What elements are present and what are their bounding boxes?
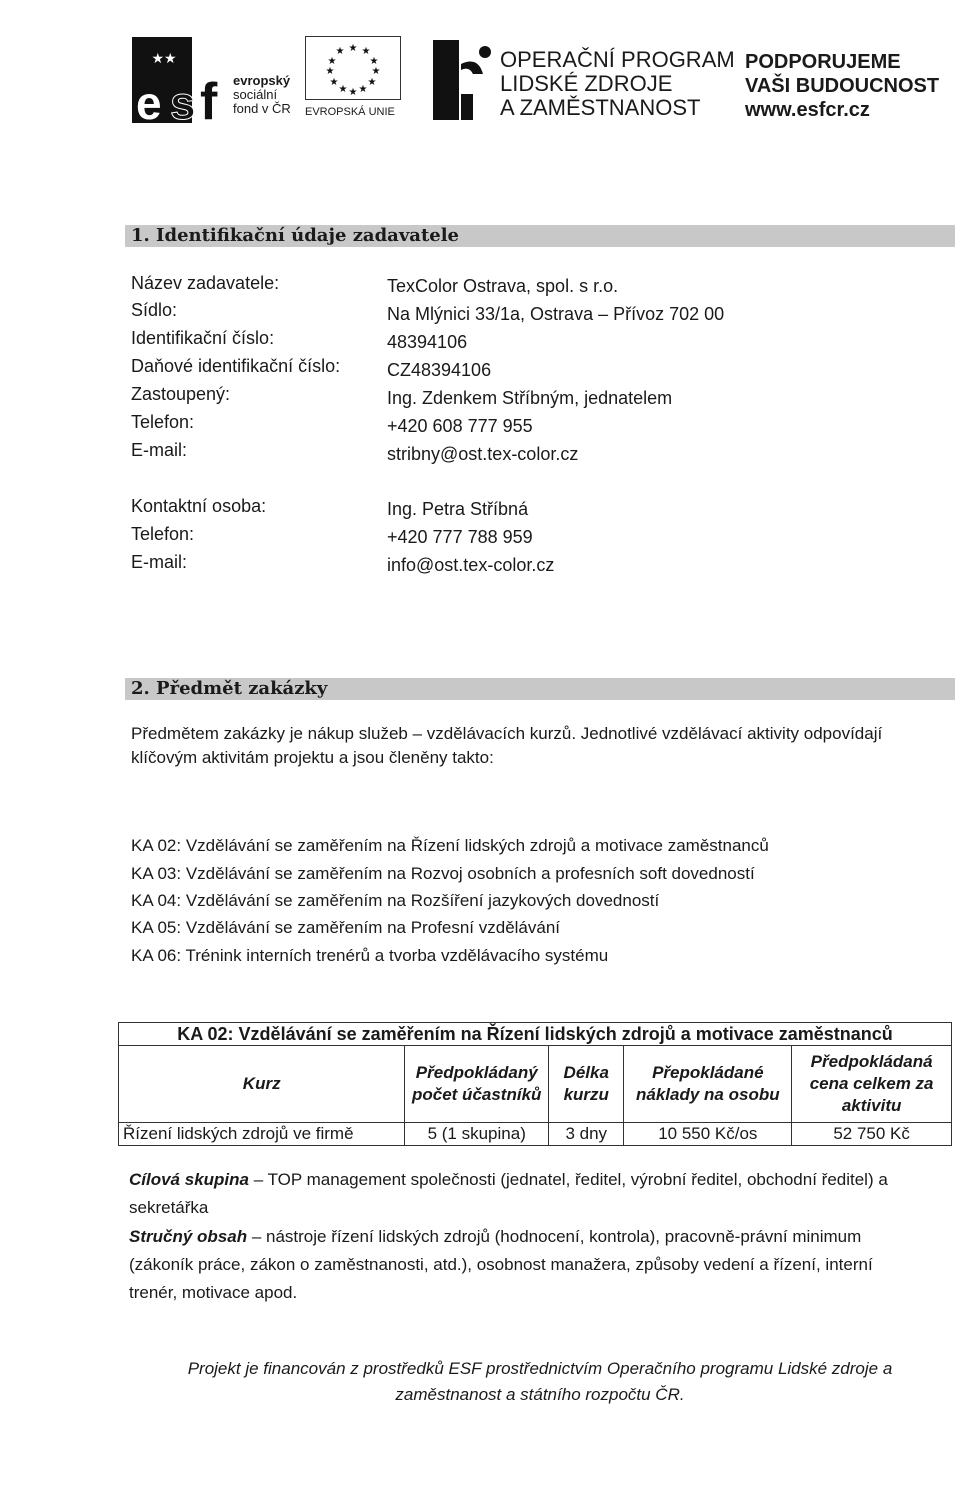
- svg-text:★★: ★★: [151, 50, 177, 66]
- label-represented: Zastoupený:: [131, 384, 231, 404]
- value-represented: Ing. Zdenkem Stříbným, jednatelem: [387, 388, 673, 408]
- svg-text:★: ★: [348, 87, 358, 98]
- svg-text:★: ★: [327, 56, 337, 67]
- eu-caption: EVROPSKÁ UNIE: [305, 106, 395, 118]
- table-title: KA 02: Vzdělávání se zaměřením na Řízení lidských zdrojů a motivace zaměstnanců: [119, 1023, 952, 1046]
- table-row: [119, 1123, 952, 1146]
- section2-intro-line-2: klíčovým aktivitám projektu a jsou členěny takto:: [131, 748, 494, 767]
- header-duration: Délka kurzu: [549, 1046, 624, 1123]
- value-id: 48394106: [387, 332, 468, 352]
- content-summary-label: Stručný obsah: [129, 1227, 248, 1246]
- label-tax-id: Daňové identifikační číslo:: [131, 356, 341, 376]
- ka02-table: [118, 1022, 952, 1146]
- header-total-price: Předpokládaná cena celkem za aktivitu: [792, 1046, 952, 1123]
- svg-text:★: ★: [325, 66, 335, 77]
- op-title: [500, 48, 735, 120]
- table-title-row: [119, 1023, 952, 1046]
- svg-text:★: ★: [335, 46, 345, 57]
- support-line-2: VAŠI BUDOUCNOST: [745, 75, 940, 97]
- activity-ka04: KA 04: Vzdělávání se zaměřením na Rozšíření jazykových dovedností: [131, 891, 660, 910]
- value-email[interactable]: stribny@ost.tex-color.cz: [387, 444, 579, 464]
- value-name: TexColor Ostrava, spol. s r.o.: [387, 276, 619, 296]
- esf-line-2: sociální: [233, 87, 278, 102]
- op-line-3: A ZAMĚSTNANOST: [500, 95, 701, 120]
- cell-course: Řízení lidských zdrojů ve firmě: [119, 1123, 405, 1146]
- content-summary: [129, 1223, 949, 1307]
- value-tax-id: CZ48394106: [387, 360, 492, 380]
- eu-flag-icon: [305, 36, 401, 100]
- section1-title: 1. Identifikační údaje zadavatele: [131, 225, 460, 246]
- support-slogan: [745, 50, 939, 122]
- svg-text:★: ★: [348, 43, 358, 54]
- cell-total-price: 52 750 Kč: [792, 1123, 952, 1146]
- svg-text:★: ★: [361, 46, 371, 57]
- content-summary-line-3: trenér, motivace apod.: [129, 1283, 298, 1302]
- content-summary-line-2: (zákoník práce, zákon o zaměstnanosti, atd.), osobnost manažera, způsoby vedení a řízení, interní: [129, 1255, 873, 1274]
- svg-text:★: ★: [329, 77, 339, 88]
- header-course: Kurz: [119, 1046, 405, 1123]
- support-line-1: PODPORUJEME: [745, 51, 901, 73]
- section2-title: 2. Předmět zakázky: [131, 678, 328, 699]
- cell-duration: 3 dny: [549, 1123, 624, 1146]
- activity-ka05: KA 05: Vzdělávání se zaměřením na Profesní vzdělávání: [131, 918, 561, 937]
- svg-text:★: ★: [369, 56, 379, 67]
- op-line-1: OPERAČNÍ PROGRAM: [500, 47, 735, 72]
- op-line-2: LIDSKÉ ZDROJE: [500, 71, 673, 96]
- label-id: Identifikační číslo:: [131, 328, 275, 348]
- activity-ka06: KA 06: Trénink interních trenérů a tvorba vzdělávacího systému: [131, 946, 609, 965]
- target-group-line-1: [129, 1166, 949, 1194]
- target-group-line-2: sekretářka: [129, 1198, 209, 1217]
- content-summary-line-1: [129, 1223, 949, 1251]
- footer-line-1: Projekt je financován z prostředků ESF prostřednictvím Operačního programu Lidské zdroje a: [187, 1359, 893, 1378]
- cell-participants: 5 (1 skupina): [405, 1123, 549, 1146]
- svg-text:★: ★: [367, 77, 377, 88]
- header-participants: Předpokládaný počet účastníků: [405, 1046, 549, 1123]
- footer-line-2: zaměstnanost a státního rozpočtu ČR.: [395, 1385, 685, 1404]
- cell-cost-per-person: 10 550 Kč/os: [624, 1123, 792, 1146]
- value-seat: Na Mlýnici 33/1a, Ostrava – Přívoz 702 00: [387, 304, 725, 324]
- label-name: Název zadavatele:: [131, 273, 280, 293]
- header-cost-per-person: Přepokládané náklady na osobu: [624, 1046, 792, 1123]
- content-summary-text: – nástroje řízení lidských zdrojů (hodnocení, kontrola), pracovně-právní minimum: [247, 1227, 862, 1246]
- target-group-label: Cílová skupina: [129, 1170, 249, 1189]
- value-contact: Ing. Petra Stříbná: [387, 499, 529, 519]
- esf-line-1: evropský: [233, 73, 291, 88]
- svg-text:★: ★: [358, 84, 368, 95]
- label-phone: Telefon:: [131, 412, 195, 432]
- value-phone: +420 608 777 955: [387, 416, 533, 436]
- esf-logo-text: [233, 74, 291, 116]
- target-group: [129, 1166, 949, 1222]
- svg-text:e: e: [136, 77, 162, 125]
- footer-note: [150, 1356, 930, 1408]
- svg-text:★: ★: [371, 66, 381, 77]
- activity-ka03: KA 03: Vzdělávání se zaměřením na Rozvoj osobních a profesních soft dovedností: [131, 864, 755, 883]
- support-link[interactable]: www.esfcr.cz: [745, 99, 870, 121]
- section2-intro-line-1: Předmětem zakázky je nákup služeb – vzdělávacích kurzů. Jednotlivé vzdělávací aktivity odpovídají: [131, 724, 883, 743]
- label-contact-email: E-mail:: [131, 552, 188, 572]
- target-group-text: – TOP management společnosti (jednatel, ředitel, výrobní ředitel, obchodní ředitel) a: [248, 1170, 888, 1189]
- esf-line-3: fond v ČR: [233, 101, 291, 116]
- op-logo-icon: [433, 34, 493, 124]
- section2-intro: [131, 722, 951, 770]
- svg-text:f: f: [200, 73, 218, 125]
- label-email: E-mail:: [131, 440, 188, 460]
- activity-ka02: KA 02: Vzdělávání se zaměřením na Řízení lidských zdrojů a motivace zaměstnanců: [131, 836, 769, 855]
- label-contact-phone: Telefon:: [131, 524, 195, 544]
- label-contact: Kontaktní osoba:: [131, 496, 267, 516]
- svg-text:★: ★: [338, 84, 348, 95]
- value-contact-phone: +420 777 788 959: [387, 527, 533, 547]
- label-seat: Sídlo:: [131, 300, 178, 320]
- table-header-row: [119, 1046, 952, 1123]
- value-contact-email[interactable]: info@ost.tex-color.cz: [387, 555, 555, 575]
- svg-text:s: s: [170, 77, 196, 125]
